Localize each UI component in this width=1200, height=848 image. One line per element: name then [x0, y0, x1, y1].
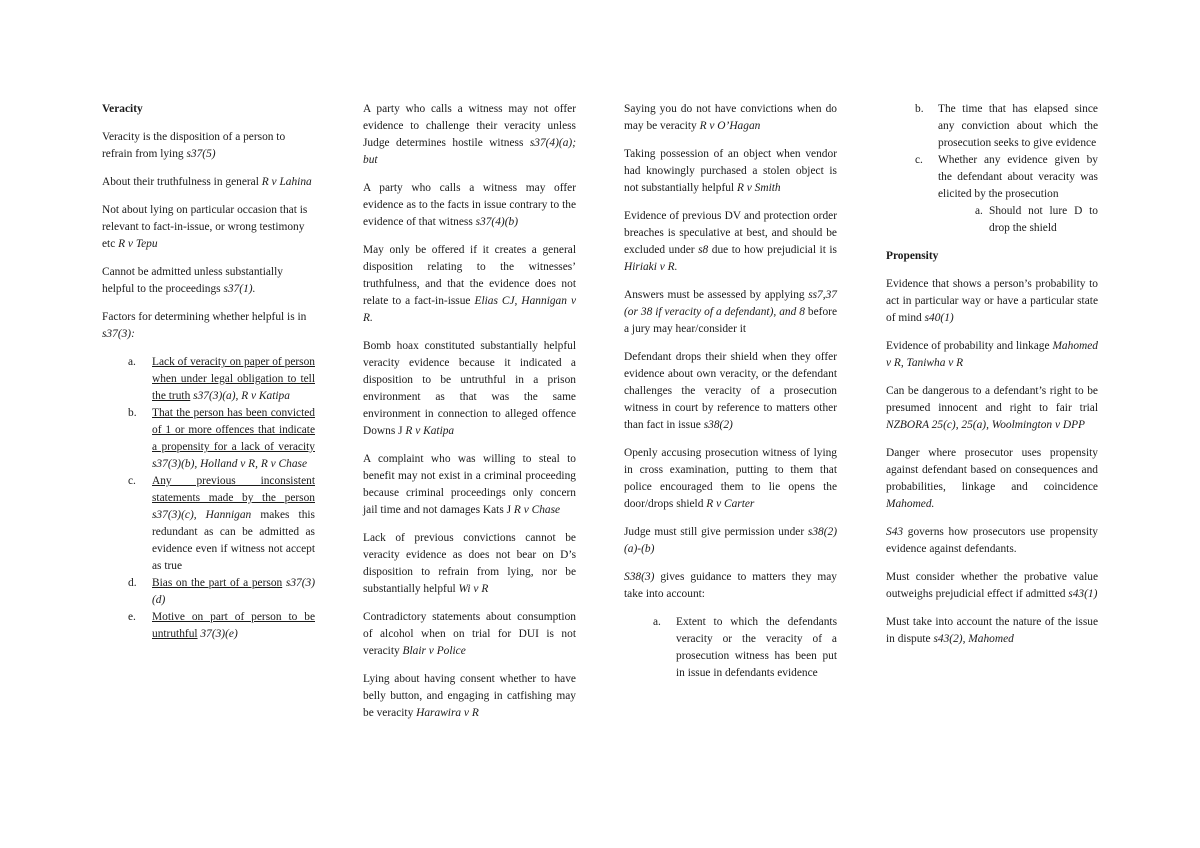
list-item-text: Any previous inconsistent statements made by the person s37(3)(c), Hannigan makes this redundant as can be admitted as evidence even if witness not accept as true [152, 475, 315, 572]
factors-list [102, 354, 315, 643]
paragraph: Lying about having consent whether to have belly button, and engaging in catfishing may be veracity Harawira v R [363, 673, 576, 719]
paragraph: Evidence of previous DV and protection order breaches is speculative at best, and should be excluded under s8 due to how prejudicial it is Hiriaki v R. [624, 210, 837, 273]
paragraph: Danger where prosecutor uses propensity against defendant based on consequences and probabilities, linkage and coincidence Mahomed. [886, 447, 1098, 510]
propensity-heading: Propensity [886, 250, 939, 262]
list-item-text: Extent to which the defendants veracity or the veracity of a prosecution witness has been put in issue in defendants evidence [676, 616, 837, 679]
paragraph: S38(3) gives guidance to matters they may take into account: [624, 571, 837, 600]
paragraph: A party who calls a witness may offer evidence as to the facts in issue contrary to the evidence of that witness s37(4)(b) [363, 182, 576, 228]
list-item [624, 614, 837, 682]
list-item-text: Lack of veracity on paper of person when under legal obligation to tell the truth s37(3)(a), R v Katipa [152, 356, 315, 402]
list-marker: a. [128, 356, 136, 368]
list-item-text: Motive on part of person to be untruthful 37(3)(e) [152, 611, 315, 640]
list-item-text: Whether any evidence given by the defendant about veracity was elicited by the prosecution [938, 154, 1098, 200]
paragraph: Factors for determining whether helpful is in s37(3): [102, 311, 307, 340]
paragraph: A party who calls a witness may not offer evidence to challenge their veracity unless Judge determines hostile witness s37(4)(a); but [363, 103, 576, 166]
paragraph: Not about lying on particular occasion that is relevant to fact-in-issue, or wrong testimony etc R v Tepu [102, 204, 308, 250]
paragraph: Saying you do not have convictions when do may be veracity R v O’Hagan [624, 103, 837, 132]
list-item [102, 575, 315, 609]
list-item [938, 203, 1098, 237]
list-marker: a. [975, 205, 983, 217]
list-item [886, 152, 1098, 203]
list-item [102, 405, 315, 473]
paragraph: Can be dangerous to a defendant’s right to be presumed innocent and right to fair trial NZBORA 25(c), 25(a), Woolmington v DPP [886, 385, 1098, 431]
paragraph: Bomb hoax constituted substantially helpful veracity evidence because it indicated a disposition to be untruthful in a prison environment as that was the same environment in connection to alleged offence Downs J R v Katipa [363, 340, 576, 437]
list-item-text: Bias on the part of a person s37(3)(d) [152, 577, 315, 606]
s38-3-list [624, 614, 837, 682]
list-marker: c. [915, 154, 923, 166]
paragraph: Lack of previous convictions cannot be veracity evidence as does not bear on D’s disposition to refrain from lying, nor be substantially helpful Wi v R [363, 532, 576, 595]
paragraph: Must take into account the nature of the issue in dispute s43(2), Mahomed [886, 616, 1098, 645]
column-2 [363, 101, 576, 733]
paragraph: Defendant drops their shield when they offer evidence about own veracity, or the defendant challenges the veracity of a prosecution witness in court by reference to matters other than fact in issue s38(2) [624, 351, 837, 431]
paragraph: Must consider whether the probative value outweighs prejudicial effect if admitted s43(1) [886, 571, 1098, 600]
list-marker: a. [653, 616, 661, 628]
list-item [102, 473, 315, 575]
list-item [102, 609, 315, 643]
paragraph: S43 governs how prosecutors use propensity evidence against defendants. [886, 526, 1098, 555]
list-marker: d. [128, 577, 137, 589]
column-3 [624, 101, 837, 693]
list-item-text: The time that has elapsed since any conviction about which the prosecution seeks to give evidence [938, 103, 1098, 149]
paragraph: Veracity is the disposition of a person to refrain from lying s37(5) [102, 131, 286, 160]
paragraph: Cannot be admitted unless substantially helpful to the proceedings s37(1). [102, 266, 283, 295]
paragraph: Taking possession of an object when vendor had knowingly purchased a stolen object is not substantially helpful R v Smith [624, 148, 837, 194]
paragraph: About their truthfulness in general R v Lahina [102, 176, 312, 188]
list-marker: e. [128, 611, 136, 623]
list-item [102, 354, 315, 405]
paragraph: A complaint who was willing to steal to benefit may not exist in a criminal proceeding because criminal proceedings only concern jail time and not damages Kats J R v Chase [363, 453, 576, 516]
paragraph: Answers must be assessed by applying ss7,37 (or 38 if veracity of a defendant), and 8 before a jury may hear/consider it [624, 289, 838, 335]
paragraph: Openly accusing prosecution witness of lying in cross examination, putting to them that police encouraged them to lie opens the door/drops shield R v Carter [624, 447, 837, 510]
paragraph: May only be offered if it creates a general disposition relating to the witnesses’ truthfulness, and that the evidence does not relate to a fact-in-issue Elias CJ, Hannigan v R. [363, 244, 576, 324]
list-item [886, 101, 1098, 152]
paragraph: Evidence of probability and linkage Mahomed v R, Taniwha v R [886, 340, 1098, 369]
paragraph: Evidence that shows a person’s probability to act in particular way or have a particular state of mind s40(1) [886, 278, 1098, 324]
column-4 [886, 101, 1098, 659]
paragraph: Contradictory statements about consumption of alcohol when on trial for DUI is not veracity Blair v Police [363, 611, 576, 657]
s38-3-list-continued [886, 101, 1098, 203]
nested-list [938, 203, 1098, 237]
column-1 [102, 101, 315, 654]
list-marker: b. [128, 407, 137, 419]
veracity-heading: Veracity [102, 103, 143, 115]
list-item-text: That the person has been convicted of 1 or more offences that indicate a propensity for a lack of veracity s37(3)(b), Holland v R, R v Chase [152, 407, 315, 470]
list-item-text: Should not lure D to drop the shield [989, 205, 1098, 234]
list-marker: c. [128, 475, 136, 487]
paragraph: Judge must still give permission under s38(2)(a)-(b) [624, 526, 837, 555]
list-marker: b. [915, 103, 924, 115]
